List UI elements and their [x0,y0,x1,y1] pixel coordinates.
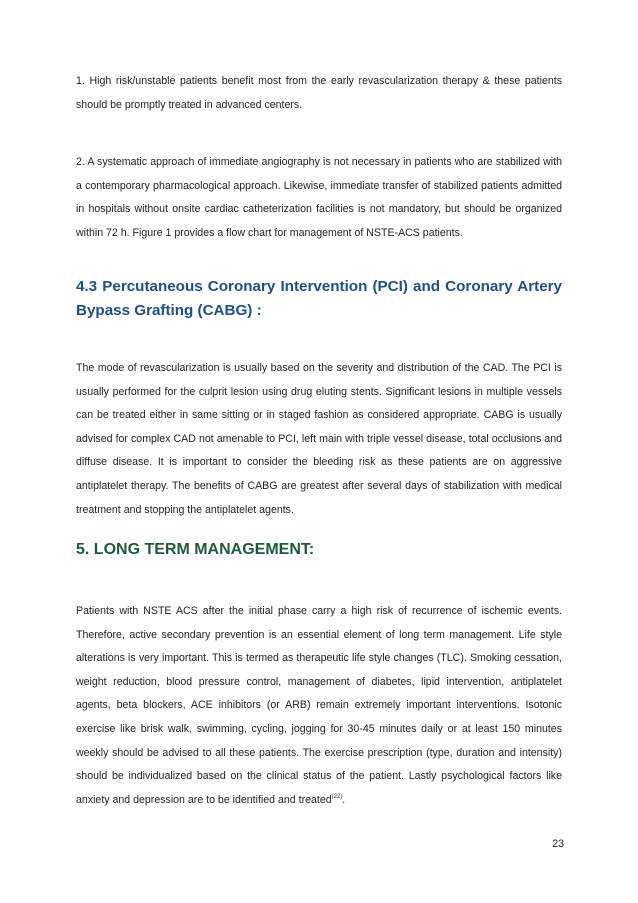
section-heading-pci-cabg: 4.3 Percutaneous Coronary Intervention (PCI) and Coronary Artery Bypass Grafting (CABG) : [76,278,562,319]
citation-reference: (22) [331,793,343,800]
paragraph-early-revascularization: 1. High risk/unstable patients benefit most from the early revascularization therapy & these patients should be promptly treated in advanced centers. [76,75,562,111]
paragraph-long-term-management-text: Patients with NSTE ACS after the initial phase carry a high risk of recurrence of ischemic events. Therefore, active secondary prevention is an essential element of long term management. Life style alterations is very important. This is termed as therapeutic life style changes (TLC). Smoking cessation, weight reduction, blood pressure control, management of diabetes, lipid intervention, antiplatelet agents, beta blockers, ACE inhibitors (or ARB) remain extremely important interventions. Isotonic exercise like brisk walk, swimming, cycling, jogging for 30-45 minutes daily or at least 150 minutes weekly should be advised to all these patients. The exercise prescription (type, duration and intensity) should be individualized based on the clinical status of the patient. Lastly psychological factors like anxiety and depression are to be identified and treated [76,605,562,806]
paragraph-long-term-management [76,600,562,812]
section-heading-long-term-management: 5. LONG TERM MANAGEMENT: [76,541,315,558]
paragraph-mode-of-revascularization: The mode of revascularization is usually based on the severity and distribution of the CAD. The PCI is usually performed for the culprit lesion using drug eluting stents. Significant lesions in multiple vessels can be treated either in same sitting or in staged fashion as considered appropriate. CABG is usually advised for complex CAD not amenable to PCI, left main with triple vessel disease, total occlusions and diffuse disease. It is important to consider the bleeding risk as these patients are on aggressive antiplatelet therapy. The benefits of CABG are greatest after several days of stabilization with medical treatment and stopping the antiplatelet agents. [76,362,562,516]
paragraph-end-period: . [342,793,346,806]
paragraph-systematic-approach: 2. A systematic approach of immediate angiography is not necessary in patients who are stabilized with a contemporary pharmacological approach. Likewise, immediate transfer of stabilized patients admitted in hospitals without onsite cardiac catheterization facilities is not mandatory, but should be organized within 72 h. Figure 1 provides a flow chart for management of NSTE-ACS patients. [76,156,562,239]
page-number: 23 [552,838,564,850]
